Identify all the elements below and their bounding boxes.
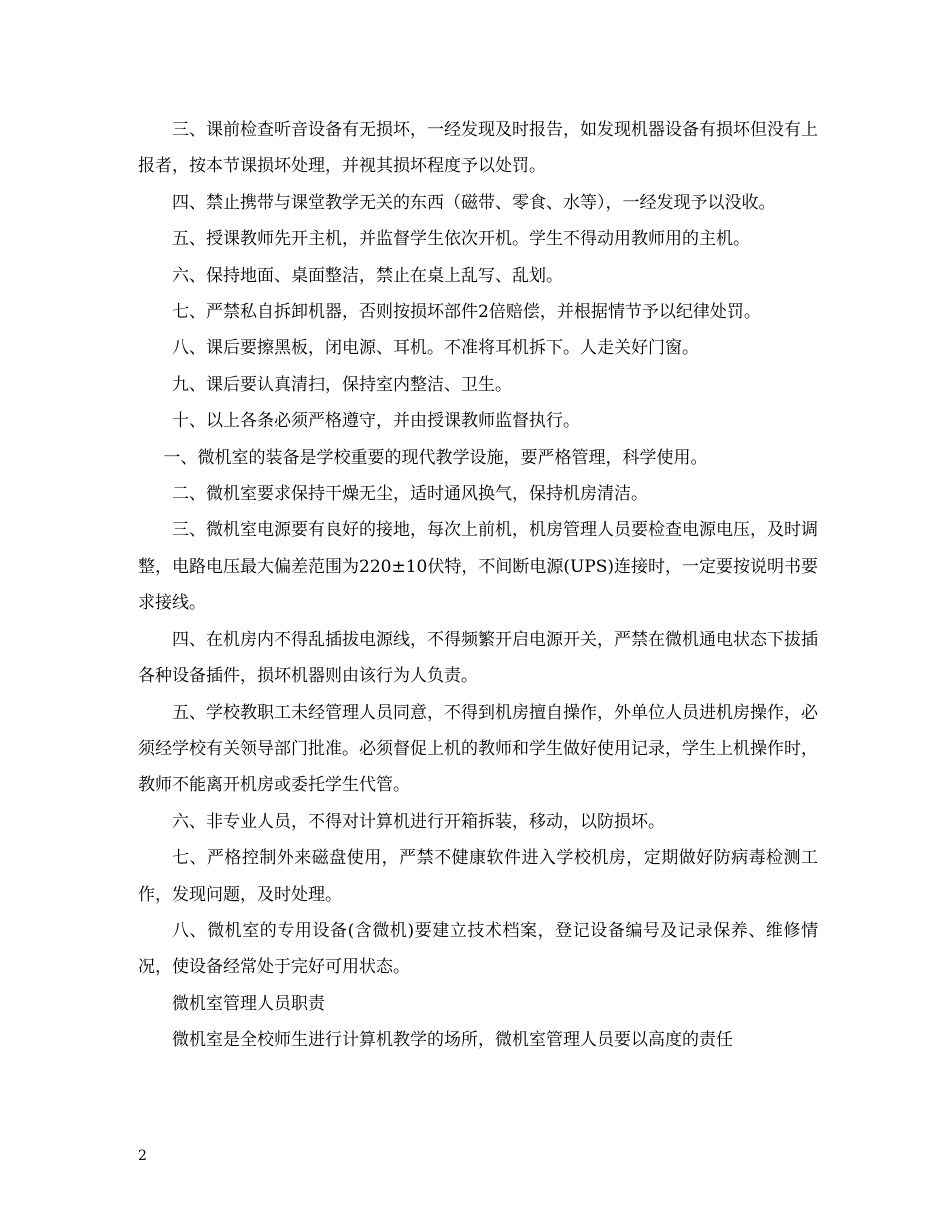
paragraph: 四、在机房内不得乱插拔电源线，不得频繁开启电源开关，严禁在微机通电状态下拔插各种设备插件，损坏机器则由该行为人负责。 — [138, 629, 818, 687]
paragraph: 三、微机室电源要有良好的接地，每次上前机，机房管理人员要检查电源电压，及时调整，电路电压最大偏差范围为220±10伏特，不间断电源(UPS)连接时，一定要按说明书要求接线。 — [138, 520, 818, 614]
paragraph: 七、严格控制外来磁盘使用，严禁不健康软件进入学校机房，定期做好防病毒检测工作，发现问题，及时处理。 — [138, 848, 818, 905]
paragraph: 五、授课教师先开主机，并监督学生依次开机。学生不得动用教师用的主机。 — [172, 229, 750, 250]
paragraph: 十、以上各条必须严格遵守，并由授课教师监督执行。 — [172, 411, 580, 432]
section-heading: 微机室管理人员职责 — [172, 993, 325, 1014]
page-number: 2 — [138, 1148, 147, 1164]
paragraph: 四、禁止携带与课堂教学无关的东西（磁带、零食、水等），一经发现予以没收。 — [172, 192, 776, 213]
paragraph: 一、微机室的装备是学校重要的现代教学设施，要严格管理，科学使用。 — [163, 447, 708, 468]
paragraph: 六、保持地面、桌面整洁，禁止在桌上乱写、乱划。 — [172, 265, 563, 286]
paragraph: 九、课后要认真清扫，保持室内整洁、卫生。 — [172, 374, 512, 395]
paragraph: 八、微机室的专用设备(含微机)要建立技术档案，登记设备编号及记录保养、维修情况，使设备经常处于完好可用状态。 — [138, 920, 818, 978]
document-body — [138, 112, 818, 1059]
paragraph: 六、非专业人员，不得对计算机进行开箱拆装，移动，以防损坏。 — [172, 811, 665, 832]
paragraph: 七、严禁私自拆卸机器，否则按损坏部件2倍赔偿，并根据情节予以纪律处罚。 — [172, 302, 761, 323]
paragraph: 二、微机室要求保持干燥无尘，适时通风换气，保持机房清洁。 — [172, 484, 648, 505]
paragraph: 三、课前检查听音设备有无损坏，一经发现及时报告，如发现机器设备有损坏但没有上报者，按本节课损坏处理，并视其损坏程度予以处罚。 — [138, 120, 818, 177]
paragraph: 八、课后要擦黑板，闭电源、耳机。不准将耳机拆下。人走关好门窗。 — [172, 338, 699, 359]
paragraph: 五、学校教职工未经管理人员同意，不得到机房擅自操作，外单位人员进机房操作，必须经学校有关领导部门批准。必须督促上机的教师和学生做好使用记录，学生上机操作时，教师不能离开机房或委托学生代管。 — [138, 702, 818, 796]
paragraph: 微机室是全校师生进行计算机教学的场所，微机室管理人员要以高度的责任 — [172, 1030, 733, 1051]
